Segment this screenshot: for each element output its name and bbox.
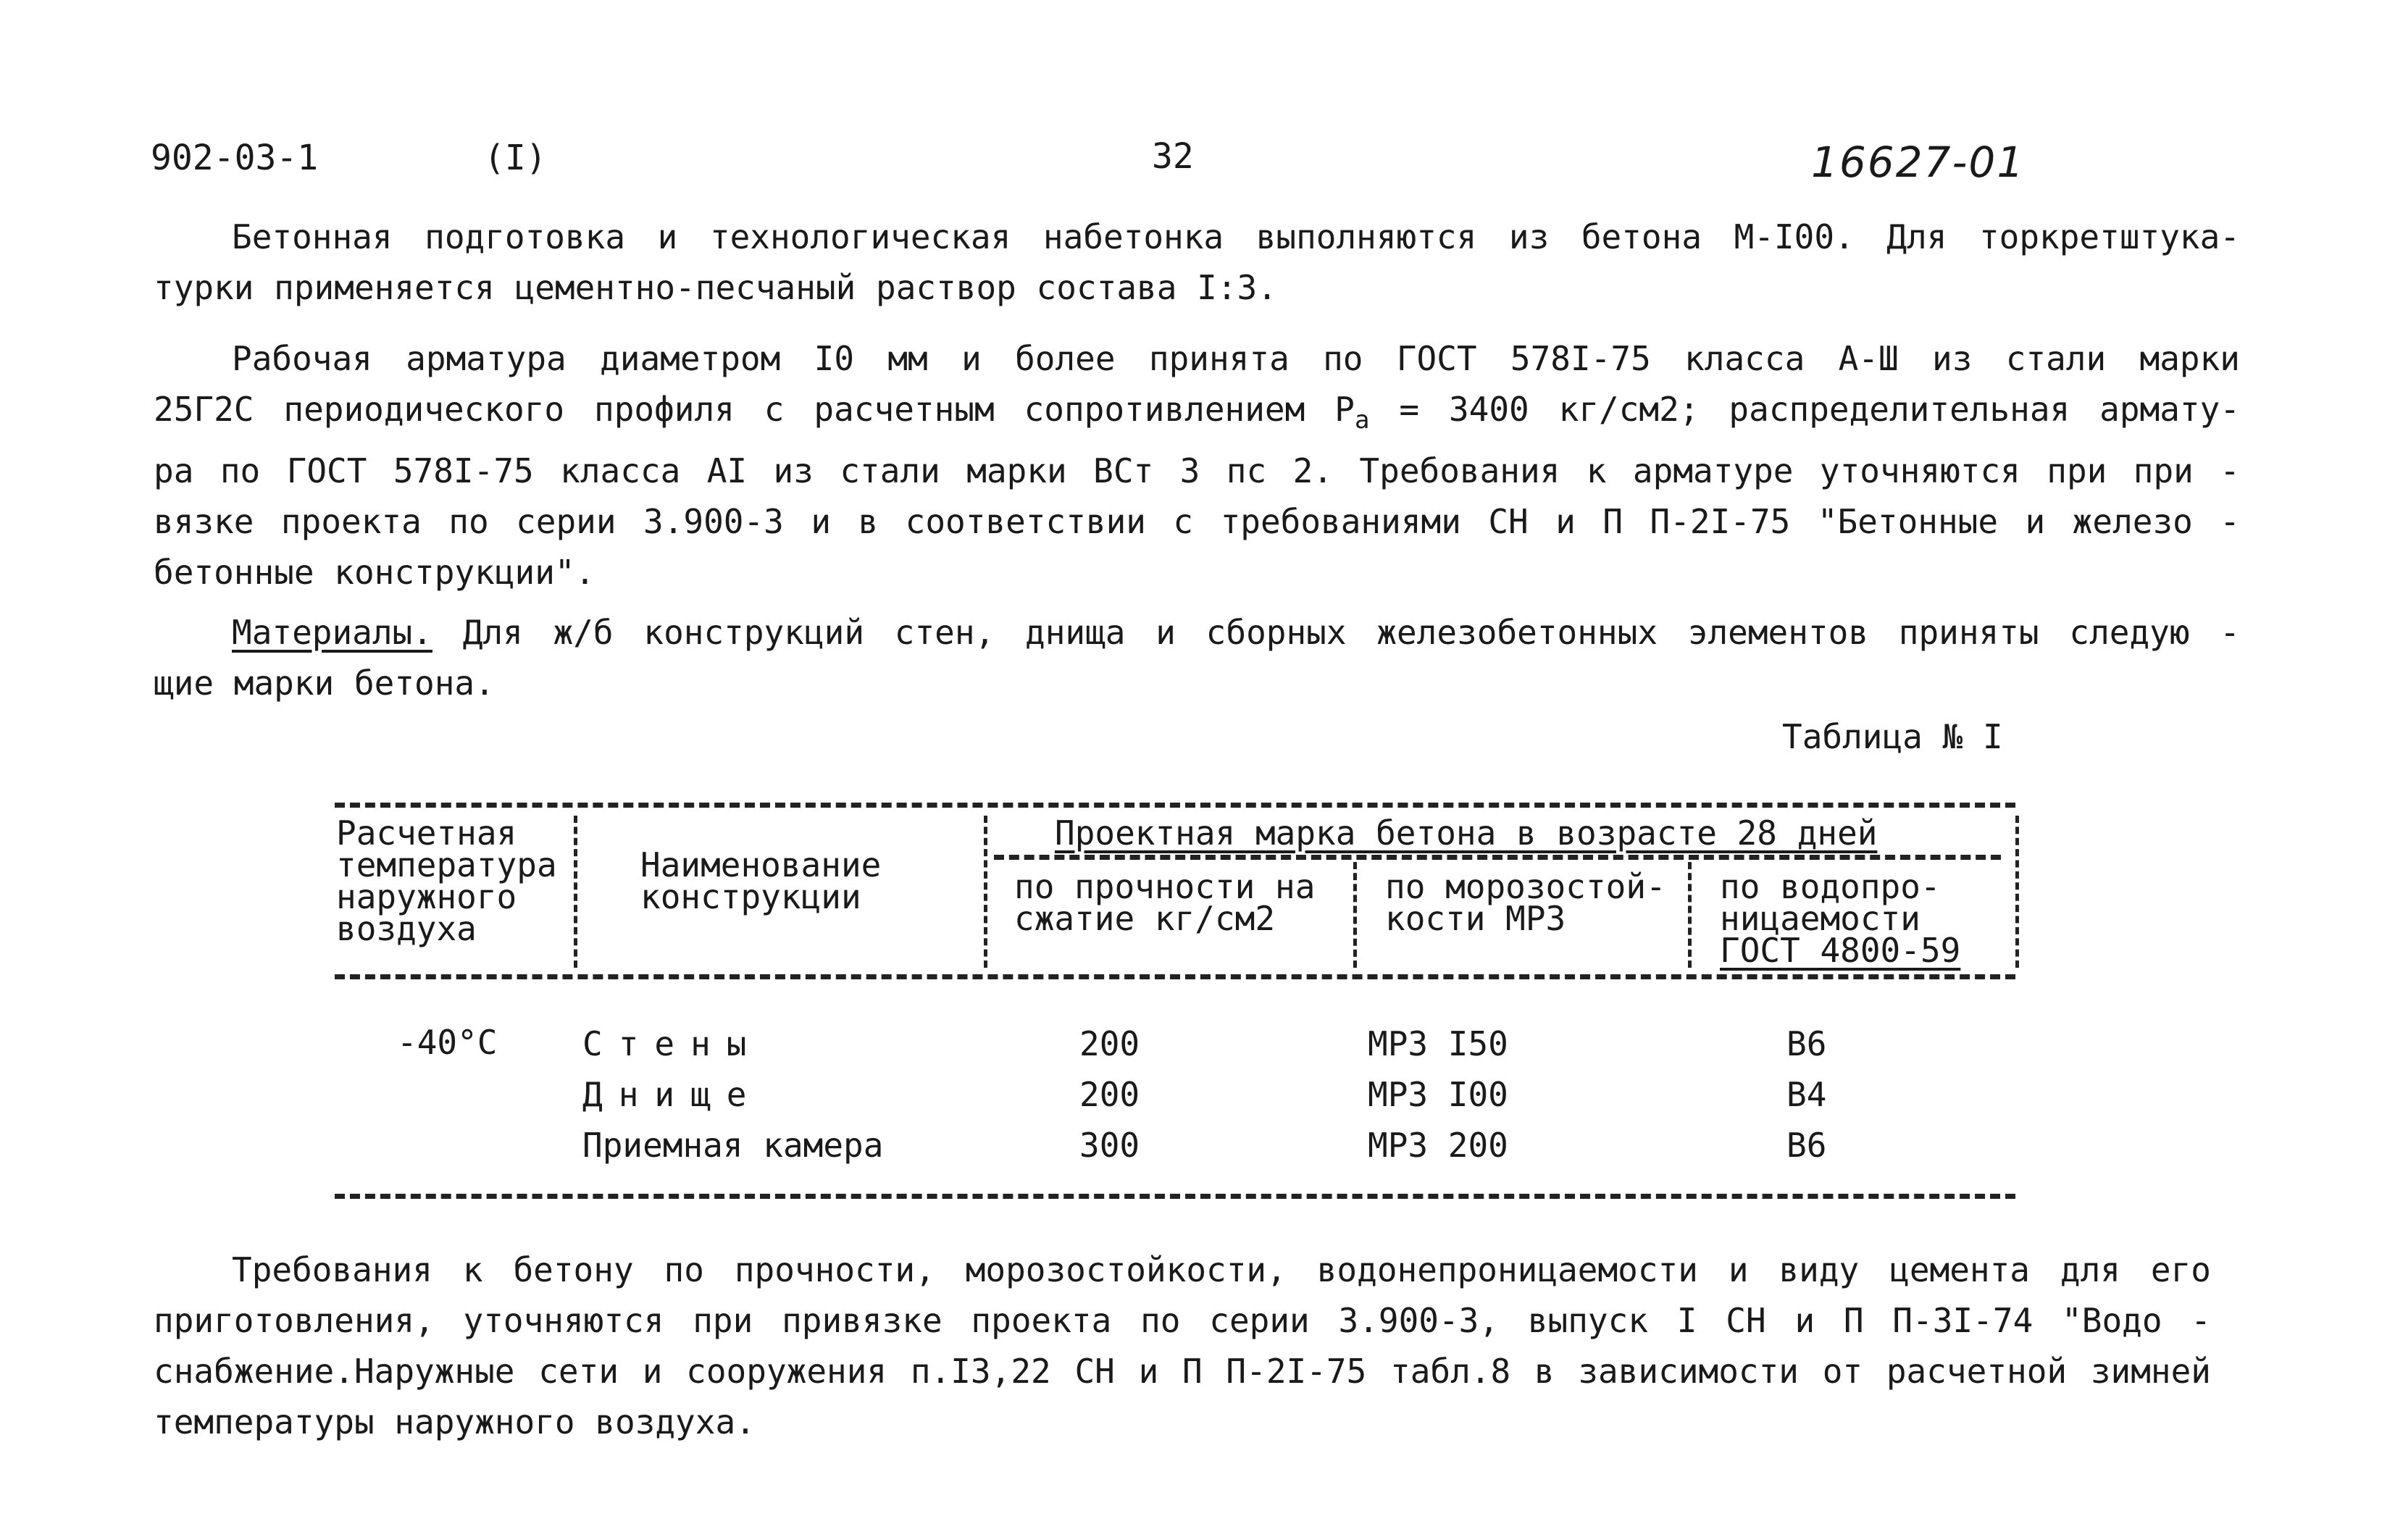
paragraph-line: ра по ГОСТ 578I-75 класса АI из стали марки ВСт 3 пс 2. Требования к арматуре уточняются при при -	[154, 451, 2240, 491]
header-bottom-rule	[335, 974, 2015, 979]
group-header-rule	[994, 855, 2001, 860]
document-part: (I)	[484, 138, 547, 178]
column-divider	[1688, 862, 1692, 968]
page-number: 32	[1152, 136, 1194, 177]
paragraph-line-part: 25Г2С периодического профиля с расчетным сопротивлением Р	[154, 390, 1355, 429]
table-cell-name: Стены	[582, 1024, 763, 1063]
header-water-resistance	[1720, 867, 1961, 970]
column-divider	[1353, 862, 1357, 968]
header-line: по водопро-	[1720, 867, 1941, 906]
paragraph-line: приготовления, уточняются при привязке проекта по серии 3.900-3, выпуск I СН и П П-3I-74 "Водо -	[154, 1301, 2212, 1340]
header-line: по морозостой-	[1385, 867, 1666, 906]
paragraph-line: Рабочая арматура диаметром I0 мм и более принята по ГОСТ 578I-75 класса А-Ш из стали марки	[232, 339, 2240, 378]
paragraph-line	[154, 384, 2240, 445]
paragraph-line	[154, 607, 2240, 658]
table-cell-water: В4	[1786, 1075, 1827, 1114]
header-line: ницаемости	[1720, 899, 1920, 938]
table-caption: Таблица № I	[1782, 717, 2003, 756]
paragraph-line-part: Для ж/б конструкций стен, днища и сборных железобетонных элементов приняты следую -	[432, 613, 2240, 652]
paragraph-line: турки применяется цементно-песчаный раствор состава I:3.	[154, 268, 1277, 307]
materials-heading: Материалы.	[232, 613, 432, 652]
column-divider	[984, 816, 987, 968]
paragraph-line: снабжение.Наружные сети и сооружения п.I3,22 СН и П П-2I-75 табл.8 в зависимости от расчетной зимней	[154, 1352, 2211, 1391]
paragraph-line: бетонные конструкции".	[154, 553, 595, 593]
header-line: Наименование	[640, 845, 882, 884]
paragraph-line: щие марки бетона.	[154, 664, 495, 703]
paragraph-line: температуры наружного воздуха.	[154, 1402, 756, 1441]
header-design-grade-group: Проектная марка бетона в возрасте 28 дней	[1055, 813, 1878, 853]
paragraph-materials	[154, 607, 2240, 708]
header-line: по прочности на	[1014, 867, 1316, 906]
document-code: 902-03-1	[151, 138, 319, 178]
header-line: воздуха	[336, 909, 477, 948]
header-strength	[1014, 867, 1316, 938]
header-line: Расчетная	[336, 813, 517, 853]
design-temperature: -40°С	[397, 1023, 498, 1062]
paragraph-line-part: = 3400 кг/см2; распределительная армату-	[1369, 390, 2241, 429]
header-line: температура	[336, 845, 557, 884]
table-bottom-rule	[335, 1194, 2015, 1199]
paragraph-reinforcement	[154, 333, 2240, 598]
header-temperature	[336, 813, 557, 948]
table-cell-name: Днище	[582, 1075, 763, 1114]
header-frost-resistance	[1385, 867, 1666, 938]
table-cell-frost: МРЗ 200	[1368, 1126, 1508, 1165]
paragraph-concrete-requirements	[154, 1244, 2211, 1447]
header-line: ГОСТ 4800-59	[1720, 931, 1961, 970]
table-cell-strength: 200	[1079, 1024, 1140, 1063]
table-cell-water: В6	[1786, 1024, 1827, 1063]
table-cell-name: Приемная камера	[582, 1126, 884, 1165]
subscript: а	[1354, 406, 1370, 435]
table-cell-frost: МРЗ I50	[1368, 1024, 1508, 1063]
paragraph-line: Бетонная подготовка и технологическая набетонка выполняются из бетона М-I00. Для торкретштука-	[232, 217, 2240, 256]
paragraph-line: Требования к бетону по прочности, морозостойкости, водонепроницаемости и виду цемента для его	[232, 1250, 2211, 1289]
header-line: конструкции	[640, 877, 861, 916]
header-construction-name	[640, 845, 882, 916]
table-cell-water: В6	[1786, 1126, 1827, 1165]
header-line: сжатие кг/см2	[1014, 899, 1276, 938]
paragraph-concrete-preparation	[154, 212, 2240, 313]
column-divider	[574, 816, 577, 968]
inventory-stamp: 16627-01	[1811, 138, 2026, 187]
table-cell-strength: 200	[1079, 1075, 1140, 1114]
header-line: кости МРЗ	[1385, 899, 1566, 938]
header-line: наружного	[336, 877, 517, 916]
column-divider	[2015, 816, 2019, 968]
table-cell-strength: 300	[1079, 1126, 1140, 1165]
paragraph-line: вязке проекта по серии 3.900-3 и в соответствии с требованиями СН и П П-2I-75 "Бетонные и железо -	[154, 502, 2240, 542]
table-top-rule	[335, 803, 2015, 808]
table-cell-frost: МРЗ I00	[1368, 1075, 1508, 1114]
